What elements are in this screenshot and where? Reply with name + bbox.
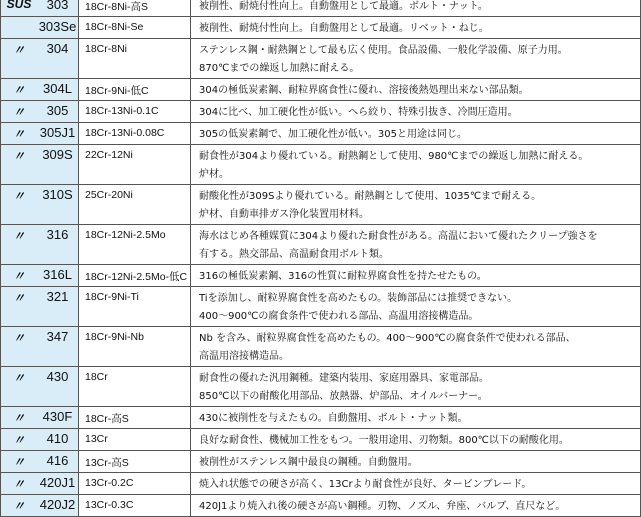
- feature-line: 良好な耐食性、機械加工性をもつ。一般用途用、刃物類。800℃以下の耐酸化用。: [199, 435, 569, 446]
- grade-label: [1, 101, 78, 120]
- ditto-mark: 〃: [12, 331, 25, 345]
- features-cell: [191, 429, 641, 451]
- grade-cell: [1, 101, 79, 123]
- feature-line: 870℃までの繰返し加熱に耐える。: [199, 63, 360, 74]
- features-cell: [191, 367, 641, 407]
- feature-line: 305の低炭素鋼で、加工硬化性が低い。305と用途は同じ。: [199, 129, 467, 140]
- grade-number: 316L: [43, 267, 72, 282]
- composition-cell: 13Cr-高S: [79, 451, 191, 473]
- features-cell: [191, 185, 641, 225]
- grade-cell: [1, 451, 79, 473]
- composition-cell: 18Cr-8Ni-高S: [79, 0, 191, 17]
- ditto-mark: 〃: [12, 477, 25, 491]
- table-row: [1, 451, 641, 473]
- ditto-mark: 〃: [12, 291, 25, 305]
- grade-number: 310S: [42, 187, 73, 202]
- grade-cell: [1, 145, 79, 185]
- grade-cell: [1, 287, 79, 327]
- table-row: [1, 367, 641, 407]
- ditto-mark: 〃: [12, 43, 25, 57]
- features-cell: [191, 123, 641, 145]
- composition-cell: 18Cr-9Ni-低C: [79, 79, 191, 101]
- feature-line: 海水はじめ各種媒質に304より優れた耐食性がある。高温において優れたクリープ強さを: [199, 231, 598, 242]
- grade-cell: [1, 265, 79, 287]
- grade-number: 416: [46, 453, 69, 468]
- features-cell: [191, 287, 641, 327]
- feature-line: 400～900℃の腐食条件で使われる部品、高温用溶接構造品。: [199, 311, 479, 322]
- table-row: [1, 327, 641, 367]
- grade-number: 305J1: [39, 125, 76, 140]
- features-cell: [191, 101, 641, 123]
- feature-line: ステンレス鋼・耐熱鋼として最も広く使用。食品設備、一般化学設備、原子力用。: [199, 45, 568, 56]
- features-cell: [191, 451, 641, 473]
- grade-number: 420J2: [39, 497, 76, 512]
- features-cell: [191, 407, 641, 429]
- feature-line: 有する。熱交部品、高温耐食用ボルト類。: [199, 249, 389, 260]
- grade-cell: [1, 495, 79, 517]
- ditto-mark: 〃: [12, 433, 25, 447]
- grade-cell: [1, 0, 79, 17]
- table-row: [1, 39, 641, 79]
- feature-line: Tiを添加し、耐粒界腐食性を高めたもの。装飾部品には推奨できない。: [199, 293, 518, 304]
- grade-label: [1, 327, 78, 346]
- grade-number: 303: [46, 0, 69, 12]
- grade-number: 304: [46, 41, 69, 56]
- composition-cell: 18Cr-12Ni-2.5Mo: [79, 225, 191, 265]
- table-row: [1, 123, 641, 145]
- grade-cell: [1, 123, 79, 145]
- grade-number: 430: [46, 369, 69, 384]
- grade-label: [1, 495, 78, 514]
- grade-label: [1, 145, 78, 164]
- feature-line: 炉材。: [199, 169, 229, 180]
- grade-cell: [1, 367, 79, 407]
- composition-cell: 18Cr-9Ni-Ti: [79, 287, 191, 327]
- ditto-mark: 〃: [12, 269, 25, 283]
- grade-number: 420J1: [39, 475, 76, 490]
- composition-cell: 25Cr-20Ni: [79, 185, 191, 225]
- grade-number: 430F: [42, 409, 73, 424]
- feature-line: 被削性がステンレス鋼中最良の鋼種。自動盤用。: [199, 457, 418, 468]
- feature-line: 耐酸化性が309Sより優れている。耐熱鋼として使用、1035℃まで耐える。: [199, 191, 542, 202]
- ditto-mark: 〃: [12, 455, 25, 469]
- grade-label: [1, 407, 78, 426]
- ditto-mark: SUS: [6, 0, 32, 11]
- features-cell: [191, 145, 641, 185]
- feature-line: 304の極低炭素鋼、耐粒界腐食性に優れ、溶接後熱処理出来ない部品類。: [199, 85, 529, 96]
- features-cell: [191, 79, 641, 101]
- grade-label: [1, 123, 78, 142]
- grade-cell: [1, 79, 79, 101]
- feature-line: 430に被削性を与えたもの。自動盤用、ボルト・ナット類。: [199, 413, 468, 424]
- composition-cell: 18Cr-8Ni-Se: [79, 17, 191, 39]
- ditto-mark: 〃: [12, 371, 25, 385]
- grade-cell: [1, 429, 79, 451]
- composition-cell: 18Cr-13Ni-0.1C: [79, 101, 191, 123]
- table-row: [1, 17, 641, 39]
- table-body: [1, 0, 641, 517]
- features-cell: [191, 17, 641, 39]
- features-cell: [191, 39, 641, 79]
- ditto-mark: 〃: [12, 499, 25, 513]
- grade-number: 304L: [43, 81, 72, 96]
- ditto-mark: 〃: [12, 105, 25, 119]
- grade-cell: [1, 185, 79, 225]
- grade-number: 305: [46, 103, 69, 118]
- features-cell: [191, 495, 641, 517]
- features-cell: [191, 0, 641, 17]
- table-row: [1, 495, 641, 517]
- table-row: [1, 185, 641, 225]
- composition-cell: 18Cr-9Ni-Nb: [79, 327, 191, 367]
- composition-cell: 18Cr-高S: [79, 407, 191, 429]
- ditto-mark: 〃: [12, 127, 25, 141]
- table-row: [1, 0, 641, 17]
- table-row: [1, 429, 641, 451]
- composition-cell: 13Cr: [79, 429, 191, 451]
- grade-number: 316: [46, 227, 69, 242]
- ditto-mark: 〃: [12, 229, 25, 243]
- features-cell: [191, 225, 641, 265]
- feature-line: 炉材、自動車排ガス浄化装置用材料。: [199, 209, 369, 220]
- feature-line: 304に比べ、加工硬化性が低い。へら絞り、特殊引抜き、冷間圧造用。: [199, 107, 518, 118]
- composition-cell: 13Cr-0.3C: [79, 495, 191, 517]
- grade-cell: [1, 225, 79, 265]
- table-row: [1, 101, 641, 123]
- feature-line: 被削性、耐焼付性向上。自動盤用として最適。ボルト・ナット。: [199, 1, 488, 12]
- grade-label: [1, 287, 78, 306]
- feature-line: 焼入れ状態での硬さが高く、13Crより耐食性が良好、タービンブレード。: [199, 479, 532, 490]
- composition-cell: 22Cr-12Ni: [79, 145, 191, 185]
- grade-label: [1, 79, 78, 98]
- feature-line: 耐食性の優れた汎用鋼種。建築内装用、家庭用器具、家電部品。: [199, 373, 489, 384]
- grade-number: 309S: [42, 147, 73, 162]
- grade-number: 321: [46, 289, 69, 304]
- ditto-mark: 〃: [12, 149, 25, 163]
- ditto-mark: 〃: [12, 189, 25, 203]
- features-cell: [191, 265, 641, 287]
- feature-line: 316の極低炭素鋼、316の性質に耐粒界腐食性を持たせたもの。: [199, 271, 487, 282]
- table-row: [1, 79, 641, 101]
- ditto-mark: 〃: [12, 411, 25, 425]
- feature-line: 被削性、耐焼付性向上。自動盤用として最適。リベット・ねじ。: [199, 23, 489, 34]
- feature-line: 420J1より焼入れ後の硬さが高い鋼種。刃物、ノズル、弁座、バルブ、直尺など。: [199, 501, 566, 512]
- table-row: [1, 287, 641, 327]
- grade-cell: [1, 473, 79, 495]
- composition-cell: 18Cr-12Ni-2.5Mo-低C: [79, 265, 191, 287]
- grade-label: [1, 473, 78, 492]
- grade-cell: [1, 39, 79, 79]
- table-row: [1, 265, 641, 287]
- grade-label: [1, 0, 78, 12]
- feature-line: 高温用溶接構造品。: [199, 351, 289, 362]
- composition-cell: 13Cr-0.2C: [79, 473, 191, 495]
- grade-label: [1, 225, 78, 244]
- grade-label: [1, 429, 78, 448]
- table-row: [1, 473, 641, 495]
- grade-cell: [1, 407, 79, 429]
- grade-cell: [1, 327, 79, 367]
- grade-label: [1, 265, 78, 284]
- composition-cell: 18Cr-13Ni-0.08C: [79, 123, 191, 145]
- grade-label: [1, 451, 78, 470]
- grade-number: 303Se: [38, 19, 77, 34]
- grade-cell: [1, 17, 79, 39]
- composition-cell: 18Cr-8Ni: [79, 39, 191, 79]
- grade-number: 410: [46, 431, 69, 446]
- grade-label: [1, 185, 78, 204]
- grade-label: [1, 17, 78, 34]
- grade-label: [1, 39, 78, 58]
- feature-line: Nb を含み、耐粒界腐食性を高めたもの。400～900℃の腐食条件で使われる部品、: [199, 333, 576, 344]
- feature-line: 850℃以下の耐酸化用部品、放熱器、炉部品、オイルバーナー。: [199, 391, 488, 402]
- table-row: [1, 407, 641, 429]
- features-cell: [191, 473, 641, 495]
- feature-line: 耐食性が304より優れている。耐熱鋼として使用、980℃までの繰返し加熱に耐える。: [199, 151, 589, 162]
- grade-number: 347: [46, 329, 69, 344]
- table-row: [1, 145, 641, 185]
- table-row: [1, 225, 641, 265]
- features-cell: [191, 327, 641, 367]
- grade-label: [1, 367, 78, 386]
- composition-cell: 18Cr: [79, 367, 191, 407]
- ditto-mark: 〃: [12, 83, 25, 97]
